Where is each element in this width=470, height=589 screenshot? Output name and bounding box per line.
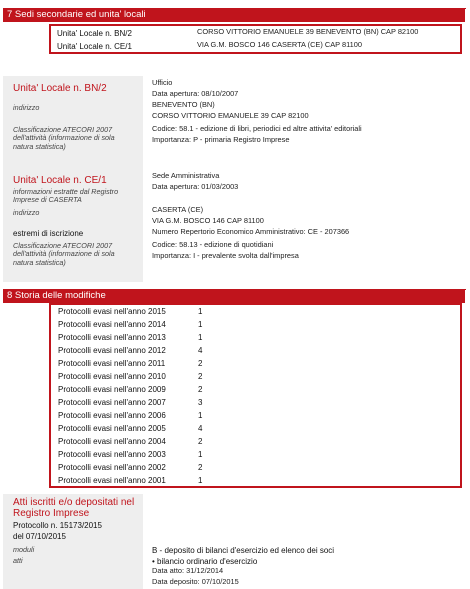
summary-unit-address: CORSO VITTORIO EMANUELE 39 BENEVENTO (BN) CAP 82100 — [197, 27, 419, 36]
ul-ce1-comune: CASERTA (CE) — [152, 205, 204, 214]
history-row-label: Protocolli evasi nell'anno 2001 — [58, 476, 166, 485]
history-row-label: Protocolli evasi nell'anno 2014 — [58, 320, 166, 329]
history-row-count: 4 — [198, 346, 203, 355]
ul-ce1-estremi-label: estremi di iscrizione — [13, 229, 84, 238]
history-row-count: 2 — [198, 437, 203, 446]
history-row-label: Protocolli evasi nell'anno 2007 — [58, 398, 166, 407]
ul-bn2-ateco-label: Classificazione ATECORI 2007 dell'attività (informazione di sola natura statistica) — [13, 125, 115, 151]
ul-ce1-importanza: Importanza: I - prevalente svolta dall'impresa — [152, 251, 299, 260]
history-row-label: Protocolli evasi nell'anno 2009 — [58, 385, 166, 394]
ul-bn2-indirizzo-label: indirizzo — [13, 103, 40, 112]
history-row-label: Protocolli evasi nell'anno 2002 — [58, 463, 166, 472]
ul-ce1-data-apertura: Data apertura: 01/03/2003 — [152, 182, 239, 191]
history-row-count: 1 — [198, 411, 203, 420]
history-row-count: 1 — [198, 450, 203, 459]
atti-atti-label: atti — [13, 556, 23, 565]
history-row-label: Protocolli evasi nell'anno 2015 — [58, 307, 166, 316]
summary-unit-name: Unita' Locale n. CE/1 — [57, 42, 132, 51]
ul-ce1-via: VIA G.M. BOSCO 146 CAP 81100 — [152, 216, 264, 225]
atti-protocollo: Protocollo n. 15173/2015 — [13, 521, 102, 530]
section-7-header — [3, 8, 465, 22]
ul-bn2-comune: BENEVENTO (BN) — [152, 100, 215, 109]
ul-ce1-info-label: informazioni estratte dal Registro Imprese di CASERTA — [13, 187, 119, 205]
history-box — [49, 303, 462, 488]
history-row-count: 1 — [198, 333, 203, 342]
ul-bn2-tipo: Ufficio — [152, 78, 173, 87]
ul-bn2-via: CORSO VITTORIO EMANUELE 39 CAP 82100 — [152, 111, 309, 120]
history-row-label: Protocolli evasi nell'anno 2003 — [58, 450, 166, 459]
ul-ce1-ateco-label: Classificazione ATECORI 2007 dell'attività (informazione di sola natura statistica) — [13, 241, 115, 267]
history-row-count: 2 — [198, 463, 203, 472]
summary-unit-name: Unita' Locale n. BN/2 — [57, 29, 132, 38]
section-7-summary-box — [49, 24, 462, 54]
history-row-count: 4 — [198, 424, 203, 433]
summary-unit-address: VIA G.M. BOSCO 146 CASERTA (CE) CAP 81100 — [197, 40, 362, 49]
history-row-label: Protocolli evasi nell'anno 2011 — [58, 359, 166, 368]
history-row-label: Protocolli evasi nell'anno 2005 — [58, 424, 166, 433]
section-8-title: 8 Storia delle modifiche — [7, 290, 106, 301]
history-row-label: Protocolli evasi nell'anno 2006 — [58, 411, 166, 420]
history-row-label: Protocolli evasi nell'anno 2013 — [58, 333, 166, 342]
atti-moduli-label: moduli — [13, 545, 35, 554]
history-row-count: 1 — [198, 307, 203, 316]
history-row-count: 2 — [198, 385, 203, 394]
history-row-label: Protocolli evasi nell'anno 2010 — [58, 372, 166, 381]
ul-ce1-title: Unita' Locale n. CE/1 — [13, 175, 107, 186]
atti-protocollo-date: del 07/10/2015 — [13, 532, 66, 541]
ul-ce1-indirizzo-label: indirizzo — [13, 208, 40, 217]
atti-title-line2: Registro Imprese — [13, 508, 90, 519]
atti-data-atto: Data atto: 31/12/2014 — [152, 566, 224, 575]
history-row-count: 2 — [198, 372, 203, 381]
ul-bn2-codice: Codice: 58.1 - edizione di libri, periodici ed altre attivita' editoriali — [152, 124, 362, 133]
ul-bn2-title: Unita' Locale n. BN/2 — [13, 83, 107, 94]
history-row-count: 3 — [198, 398, 203, 407]
history-row-label: Protocolli evasi nell'anno 2012 — [58, 346, 166, 355]
atti-atto-name: • bilancio ordinario d'esercizio — [152, 557, 258, 566]
history-row-count: 1 — [198, 476, 203, 485]
ul-bn2-importanza: Importanza: P - primaria Registro Imprese — [152, 135, 290, 144]
ul-ce1-codice: Codice: 58.13 - edizione di quotidiani — [152, 240, 274, 249]
atti-title-line1: Atti iscritti e/o depositati nel — [13, 497, 135, 508]
ul-ce1-rea: Numero Repertorio Economico Amministrativo: CE - 207366 — [152, 227, 350, 236]
ul-ce1-tipo: Sede Amministrativa — [152, 171, 220, 180]
history-row-count: 1 — [198, 320, 203, 329]
atti-data-deposito: Data deposito: 07/10/2015 — [152, 577, 239, 586]
atti-moduli-value: B - deposito di bilanci d'esercizio ed elenco dei soci — [152, 546, 335, 555]
section-8-header — [3, 289, 465, 303]
history-row-label: Protocolli evasi nell'anno 2004 — [58, 437, 166, 446]
history-row-count: 2 — [198, 359, 203, 368]
section-7-title: 7 Sedi secondarie ed unita' locali — [7, 9, 146, 20]
ul-bn2-data-apertura: Data apertura: 08/10/2007 — [152, 89, 239, 98]
